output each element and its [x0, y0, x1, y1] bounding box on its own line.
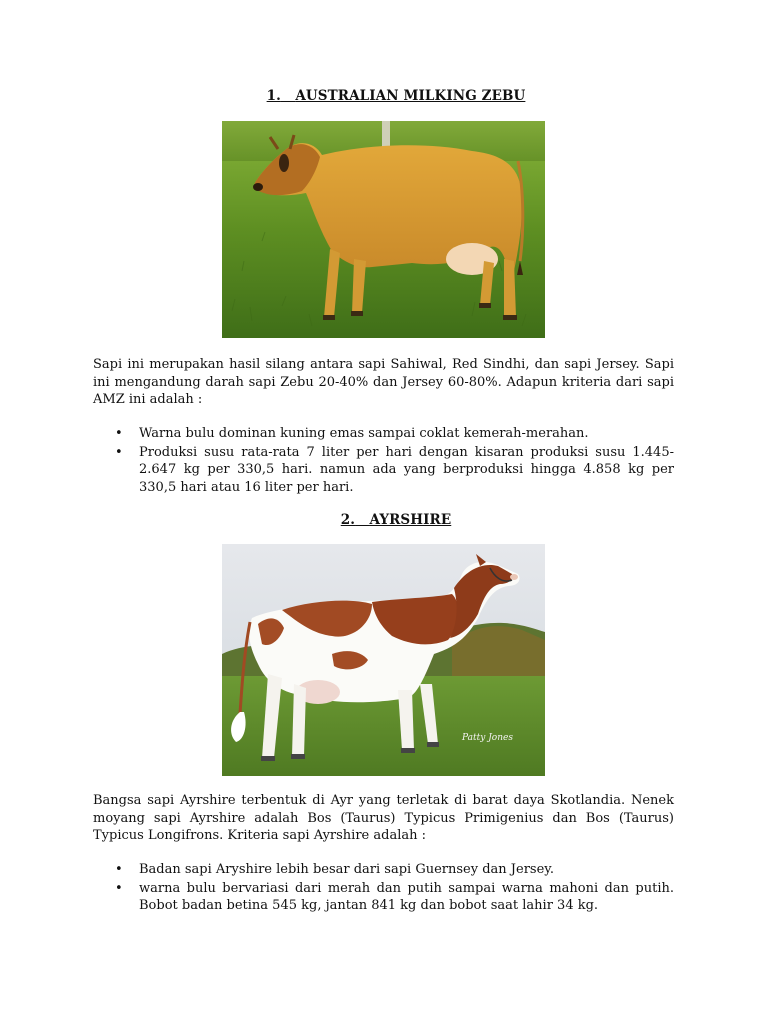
- list-item: • Warna bulu dominan kuning emas sampai coklat kemerah-merahan.: [93, 425, 674, 443]
- section-2-paragraph: Bangsa sapi Ayrshire terbentuk di Ayr yang terletak di barat daya Skotlandia. Nenek moyang sapi Ayrshire adalah Bos (Taurus) Typicus Primigenius dan Bos (Taurus) Typicus Longifrons. Kriteria sapi Ayrshire adalah :: [93, 793, 674, 843]
- section-1-heading: [12, 88, 768, 104]
- list-item: • Badan sapi Aryshire lebih besar dari sapi Guernsey dan Jersey.: [93, 861, 674, 879]
- photo-signature: Patty Jones: [462, 733, 513, 743]
- section-1-title: AUSTRALIAN MILKING ZEBU: [295, 88, 526, 104]
- section-2-bullet-list: [93, 861, 674, 915]
- ayrshire-photo: [222, 544, 545, 776]
- section-1-number: 1.: [266, 88, 281, 104]
- section-2-title: AYRSHIRE: [369, 512, 452, 528]
- section-2-heading: [12, 512, 768, 528]
- australian-milking-zebu-photo: [222, 121, 545, 338]
- section-1-bullet-list: [93, 425, 674, 496]
- list-item: • Produksi susu rata-rata 7 liter per hari dengan kisaran produksi susu 1.445-2.647 kg per 330,5 hari. namun ada yang berproduksi hingga 4.858 kg per 330,5 hari atau 16 liter per hari.: [93, 444, 674, 497]
- list-item: • warna bulu bervariasi dari merah dan putih sampai warna mahoni dan putih. Bobot badan betina 545 kg, jantan 841 kg dan bobot saat lahir 34 kg.: [93, 880, 674, 915]
- section-2-number: 2.: [340, 512, 356, 528]
- section-1-paragraph: Sapi ini merupakan hasil silang antara sapi Sahiwal, Red Sindhi, dan sapi Jersey. Sapi ini mengandung darah sapi Zebu 20-40% dan Jersey 60-80%. Adapun kriteria dari sapi AMZ ini adalah :: [93, 357, 674, 407]
